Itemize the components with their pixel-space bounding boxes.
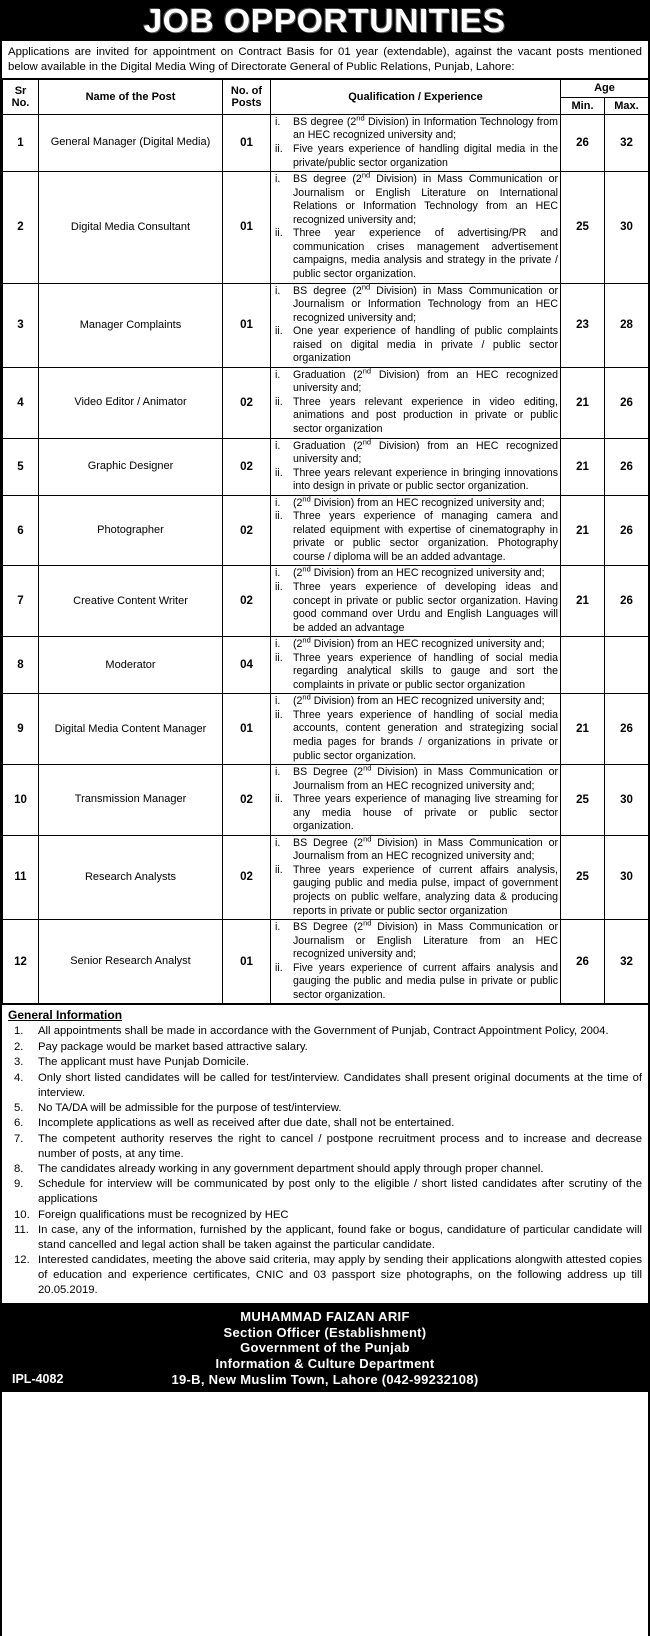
general-info-text: Interested candidates, meeting the above said criteria, may apply by sending their applications alongwith attested copies of education and experience certificates, CNIC and 03 passport size photographs, on the following address up till 20.05.2019. [38,1254,642,1297]
qualification-marker: i. [275,439,281,452]
cell-no-of-posts: 02 [223,367,271,438]
cell-sr-no: 7 [3,566,39,637]
qualification-item [273,962,558,1003]
qualification-text: Graduation (2nd Division) from an HEC recognized university and; [293,366,559,395]
qualification-item [273,564,558,581]
qualification-item [273,793,558,834]
qualification-text: BS Degree (2nd Division) in Mass Communication or Journalism or English Literature from an HEC recognized university and; [293,918,558,961]
qualification-item [273,436,559,467]
qualification-marker: ii. [275,793,283,806]
table-row [3,765,649,836]
cell-age-max: 30 [605,765,649,836]
qualification-text: Graduation (2nd Division) from an HEC recognized university and; [293,436,559,466]
table-row [3,920,649,1004]
qualification-marker: i. [275,284,281,297]
qualification-item [273,494,558,511]
cell-post-name: Digital Media Content Manager [39,694,223,765]
table-row [3,438,649,495]
qualification-text: BS Degree (2nd Division) in Mass Communication or Journalism from an HEC recognized university and; [293,763,558,792]
qualification-text: Three years experience of handling of social media regarding analytical skills to gauge and sort the complaints in private or public sector organization [293,651,558,691]
qualification-text: Five years experience of current affairs analysis and gauging the public and media pulse in private or public sector organization. [293,961,558,1001]
cell-age-max: 26 [605,495,649,566]
cell-age-max: 26 [605,694,649,765]
cell-sr-no: 1 [3,114,39,171]
qualification-marker: i. [275,368,281,381]
table-row [3,495,649,566]
general-info-number: 10. [14,1208,30,1221]
general-info-item [8,1040,642,1055]
ordinal-suffix: nd [362,436,372,446]
cell-age-min [561,637,605,694]
general-info-item [8,1177,642,1207]
cell-no-of-posts: 01 [223,172,271,283]
cell-qualification [271,765,561,836]
general-info-number: 11. [14,1224,29,1237]
cell-no-of-posts: 02 [223,438,271,495]
general-info-text: Incomplete applications as well as received after due date, shall not be entertained. [38,1117,455,1130]
qualification-item [273,227,558,281]
cell-no-of-posts: 04 [223,637,271,694]
qualification-marker: i. [275,836,281,849]
qualification-item [273,652,558,693]
cell-no-of-posts: 02 [223,835,271,919]
qualification-marker: i. [275,496,281,509]
qualification-item [273,692,558,709]
general-info-text: Pay package would be market based attractive salary. [38,1040,308,1053]
qualification-marker: ii. [275,325,283,338]
general-info-item [8,1071,642,1101]
qualification-text: (2nd Division) from an HEC recognized university and; [293,692,545,708]
qualification-item [273,325,558,366]
cell-qualification [271,566,561,637]
cell-post-name: Senior Research Analyst [39,920,223,1004]
cell-no-of-posts: 02 [223,566,271,637]
qualification-item [273,581,558,635]
cell-no-of-posts: 01 [223,114,271,171]
cell-post-name: Creative Content Writer [39,566,223,637]
cell-qualification [271,114,561,171]
qualification-marker: i. [275,115,281,128]
qualification-item [273,834,558,864]
general-info-item [8,1253,642,1298]
qualification-marker: i. [275,173,281,186]
qualification-item [273,510,558,564]
table-body [3,114,649,1003]
qualification-marker: i. [275,567,281,580]
ordinal-suffix: nd [361,170,371,180]
ordinal-suffix: nd [356,113,365,123]
cell-age-min: 25 [561,835,605,919]
column-header-sr-no [3,80,39,115]
qualification-marker: ii. [275,466,283,479]
qualification-item [273,143,558,170]
column-header-age-max: Max. [605,97,649,114]
ordinal-suffix: nd [302,692,311,702]
general-info-item [8,1101,642,1116]
general-info-text: No TA/DA will be admissible for the purpose of test/interview. [38,1101,342,1114]
column-header-age-min: Min. [561,97,605,114]
qualification-marker: ii. [275,580,283,593]
cell-qualification [271,438,561,495]
table-row [3,835,649,919]
qualification-item [273,113,558,143]
qualification-text: BS degree (2nd Division) in Information Technology from an HEC recognized university and; [293,113,558,142]
qualification-text: (2nd Division) from an HEC recognized university and; [293,564,545,580]
qualification-text: Three years relevant experience in video editing, animations and post production in private or public sector organization [293,395,558,435]
general-info-text: The candidates already working in any government department should apply through proper channel. [38,1163,544,1176]
cell-qualification [271,495,561,566]
footer-designation: Section Officer (Establishment) [223,1324,427,1340]
table-row [3,694,649,765]
cell-sr-no: 9 [3,694,39,765]
qualification-marker: i. [275,766,281,779]
ordinal-suffix: nd [362,366,372,376]
qualification-marker: ii. [275,863,283,876]
cell-age-max: 28 [605,283,649,367]
qualification-text: (2nd Division) from an HEC recognized university and; [293,494,545,509]
general-info-item [8,1132,642,1162]
cell-sr-no: 10 [3,765,39,836]
cell-age-max: 26 [605,566,649,637]
qualification-marker: i. [275,638,281,651]
cell-age-max: 30 [605,172,649,283]
general-info-text: Schedule for interview will be communicated by post only to the eligible / short listed candidates after scrutiny of the applications [38,1178,642,1206]
cell-age-min: 25 [561,765,605,836]
cell-age-max: 32 [605,114,649,171]
table-row [3,283,649,367]
cell-no-of-posts: 01 [223,694,271,765]
qualification-text: BS Degree (2nd Division) in Mass Communication or Journalism from an HEC recognized university and; [293,834,558,863]
header-banner [2,0,648,41]
qualification-item [273,635,558,652]
qualification-text: BS degree (2nd Division) in Mass Communication or Journalism or Information Technology from an HEC recognized university and; [293,281,558,324]
general-info-number: 4. [14,1071,24,1084]
qualification-item [273,396,558,437]
cell-post-name: Video Editor / Animator [39,367,223,438]
ordinal-suffix: nd [302,635,311,645]
general-info-text: In case, any of the information, furnished by the applicant, found fake or bogus, candidature of particular candidate will stand cancelled and legal action shall be taken against the particular candidate. [38,1224,642,1252]
qualification-text: Five years experience of handling digital media in the private/public sector organization [293,143,558,169]
qualification-marker: ii. [275,227,283,240]
general-information-list [8,1024,642,1298]
cell-age-min: 21 [561,367,605,438]
table-row [3,172,649,283]
table-row [3,637,649,694]
general-info-item [8,1055,642,1070]
qualification-marker: i. [275,921,281,934]
cell-age-min: 26 [561,920,605,1004]
cell-age-max [605,637,649,694]
column-header-post-name: Name of the Post [39,80,223,115]
cell-qualification [271,283,561,367]
footer-officer-name: MUHAMMAD FAIZAN ARIF [240,1308,410,1324]
cell-qualification [271,694,561,765]
table-row [3,566,649,637]
footer-government: Government of the Punjab [240,1340,410,1356]
ordinal-suffix: nd [363,763,372,773]
qualification-marker: ii. [275,143,283,156]
general-info-number: 7. [14,1132,24,1145]
cell-post-name: Digital Media Consultant [39,172,223,283]
ordinal-suffix: nd [302,494,311,504]
cell-sr-no: 3 [3,283,39,367]
cell-qualification [271,637,561,694]
general-info-number: 2. [14,1040,24,1053]
qualification-marker: i. [275,695,281,708]
general-info-number: 12. [14,1254,30,1267]
cell-sr-no: 11 [3,835,39,919]
general-info-number: 6. [14,1117,24,1130]
general-info-text: The applicant must have Punjab Domicile. [38,1056,249,1069]
cell-age-min: 26 [561,114,605,171]
cell-age-min: 21 [561,694,605,765]
cell-no-of-posts: 01 [223,283,271,367]
qualification-marker: ii. [275,651,283,664]
cell-qualification [271,920,561,1004]
general-info-text: All appointments shall be made in accordance with the Government of Punjab, Contract Appointment Policy, 2004. [38,1025,609,1038]
table-row [3,114,649,171]
general-information-title: General Information [8,1008,123,1023]
cell-age-min: 21 [561,566,605,637]
cell-sr-no: 8 [3,637,39,694]
page-title: JOB OPPORTUNITIES [143,2,507,39]
qualification-item [273,864,558,918]
ordinal-suffix: nd [363,918,372,928]
cell-age-min: 21 [561,495,605,566]
column-header-no-of-posts [223,80,271,115]
qualification-item [273,763,558,793]
general-info-text: Only short listed candidates will be called for test/interview. Candidates shall present original documents at the time of interview. [38,1071,642,1099]
general-info-number: 3. [14,1056,24,1069]
cell-age-min: 25 [561,172,605,283]
qualification-item [273,366,559,396]
cell-qualification [271,367,561,438]
ordinal-suffix: nd [361,281,371,291]
posts-header-line1: No. of [230,84,263,97]
qualification-marker: ii. [275,510,283,523]
cell-post-name: Graphic Designer [39,438,223,495]
cell-sr-no: 12 [3,920,39,1004]
cell-age-min: 21 [561,438,605,495]
column-header-qualification: Qualification / Experience [271,80,561,115]
ipl-reference-code: IPL-4082 [12,1372,64,1386]
general-info-item [8,1208,642,1223]
qualification-item [273,709,558,763]
qualification-marker: ii. [275,961,283,974]
cell-no-of-posts: 02 [223,495,271,566]
cell-age-max: 26 [605,367,649,438]
qualification-marker: ii. [275,708,283,721]
qualification-text: Three years experience of handling of social media accounts, content generation and strategizing social media pages for brands / organizations in private or public sector organization. [293,708,558,762]
qualification-text: (2nd Division) from an HEC recognized university and; [293,635,545,651]
cell-post-name: Photographer [39,495,223,566]
cell-post-name: Transmission Manager [39,765,223,836]
cell-post-name: General Manager (Digital Media) [39,114,223,171]
general-info-item [8,1223,642,1253]
cell-sr-no: 6 [3,495,39,566]
qualification-text: Three years experience of current affairs analysis, gauging public and media pulse, impact of government projects on public welfare, analyzing data & producing reports in private or public sector organization [293,863,558,917]
qualification-item [273,281,558,326]
qualification-item [273,467,558,494]
cell-sr-no: 4 [3,367,39,438]
general-info-text: The competent authority reserves the right to cancel / postpone recruitment process and to increase and decrease number of posts, at any time. [38,1132,642,1160]
qualification-item [273,170,558,227]
general-info-number: 5. [14,1101,24,1114]
footer-banner [2,1305,648,1392]
qualification-item [273,918,558,962]
cell-no-of-posts: 02 [223,765,271,836]
footer-signature-block [2,1309,648,1388]
footer-address: 19-B, New Muslim Town, Lahore (042-99232108) [171,1372,479,1388]
sr-header-line1: Sr [14,84,27,97]
footer-department: Information & Culture Department [215,1356,435,1372]
qualification-text: Three years experience of managing camera and related equipment with expertise of cinematography in private or public sector organization. Photography course / diploma will be an added advantage. [293,510,558,563]
cell-post-name: Manager Complaints [39,283,223,367]
cell-age-min: 23 [561,283,605,367]
posts-header-line2: Posts [231,97,262,110]
cell-sr-no: 2 [3,172,39,283]
qualification-text: Three year experience of advertising/PR and communication crises management advertisement campaigns, media analysis and strategy in the private / public sector organization. [293,227,558,280]
cell-qualification [271,172,561,283]
general-info-item [8,1162,642,1177]
ordinal-suffix: nd [302,564,311,574]
cell-age-max: 30 [605,835,649,919]
cell-sr-no: 5 [3,438,39,495]
cell-age-max: 32 [605,920,649,1004]
qualification-text: BS degree (2nd Division) in Mass Communication or Journalism or English Literature on International Relations or Information Technology from an HEC recognized university and; [293,170,558,226]
general-info-number: 9. [14,1178,24,1191]
general-info-item [8,1024,642,1039]
column-header-age: Age [561,80,649,97]
general-info-number: 1. [14,1025,24,1038]
job-posts-table [2,79,649,1004]
qualification-text: Three years relevant experience in bringing innovations into design in private or public sector organization. [293,466,558,493]
qualification-text: Three years experience of developing ideas and concept in private or public sector organization. Having good command over Urdu and English Languages will be added an advantage [293,580,558,634]
intro-paragraph: Applications are invited for appointment on Contract Basis for 01 year (extendable), against the vacant posts mentioned below available in the Digital Media Wing of Directorate General of Public Relations, Punjab, Lahore: [2,41,648,79]
qualification-text: Three years experience of managing live streaming for any media house of private or public sector organization. [293,793,558,833]
general-info-text: Foreign qualifications must be recognized by HEC [38,1208,289,1221]
general-information-section [2,1004,648,1304]
ordinal-suffix: nd [363,834,372,844]
cell-age-max: 26 [605,438,649,495]
general-info-item [8,1116,642,1131]
table-header [3,80,649,115]
cell-post-name: Research Analysts [39,835,223,919]
qualification-text: One year experience of handling of public complaints raised on digital media in private / public sector organization [293,325,558,365]
qualification-marker: ii. [275,395,283,408]
table-row [3,367,649,438]
cell-post-name: Moderator [39,637,223,694]
cell-qualification [271,835,561,919]
cell-no-of-posts: 01 [223,920,271,1004]
sr-header-line2: No. [11,97,30,110]
general-info-number: 8. [14,1163,24,1176]
